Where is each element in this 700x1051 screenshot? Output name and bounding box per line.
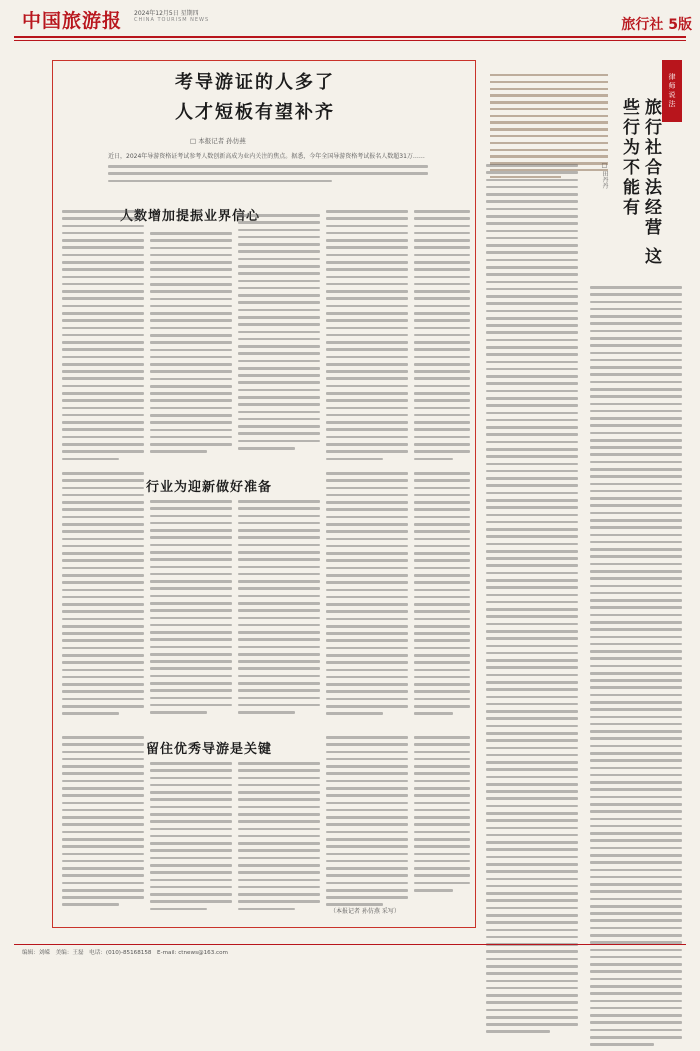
newspaper-logo: 中国旅游报: [22, 10, 123, 32]
text-column: [62, 472, 144, 720]
sidebar-headline: 旅行社合法经营 这些行为不能有: [619, 98, 661, 267]
sidebar-text-column: [486, 164, 578, 1038]
column-tag: 律师说法: [662, 60, 682, 122]
issue-date: 2024年12月5日 星期四: [134, 10, 199, 17]
masthead: [0, 0, 700, 50]
text-column: [326, 210, 408, 465]
lead-paragraph: 近日，2024年导游资格证考试参考人数创新高成为业内关注的焦点。据悉，今年全国导游资格考试报名人数超31万……: [108, 153, 425, 160]
text-column: [238, 500, 320, 718]
author-note: （本报记者 孙仿燕 采写）: [330, 908, 400, 915]
text-column: [326, 736, 408, 911]
text-column: [62, 736, 144, 911]
text-column: [150, 500, 232, 718]
text-column: [414, 210, 470, 465]
main-byline: □ 本报记者 孙仿燕: [190, 137, 246, 145]
text-column: [238, 762, 320, 915]
subhead-2: 行业为迎新做好准备: [146, 480, 273, 495]
footer-credits: 编辑：刘嵘 美编：王磊 电话：(010)-85168158 E-mail: ctnews@163.com: [22, 950, 228, 956]
sidebar-text-column: [590, 286, 682, 1051]
sidebar-byline: □ 田丹丹: [601, 162, 608, 189]
text-column: [414, 472, 470, 720]
text-column: [150, 762, 232, 915]
english-title: CHINA TOURISM NEWS: [134, 17, 210, 23]
text-column: [326, 472, 408, 720]
footer-divider: [14, 944, 686, 945]
main-headline: 考导游证的人多了 人才短板有望补齐: [175, 72, 335, 123]
text-column: [414, 736, 470, 896]
subhead-3: 留住优秀导游是关键: [146, 742, 273, 757]
text-column: [238, 214, 320, 454]
top-divider: [14, 36, 686, 38]
text-column: [62, 210, 144, 465]
text-column: [150, 232, 232, 458]
section-title: 旅行社 5版: [621, 17, 692, 33]
subhead-1: 人数增加提振业界信心: [120, 209, 261, 224]
lead-text-block: [108, 165, 428, 187]
top-divider-thin: [14, 40, 686, 41]
